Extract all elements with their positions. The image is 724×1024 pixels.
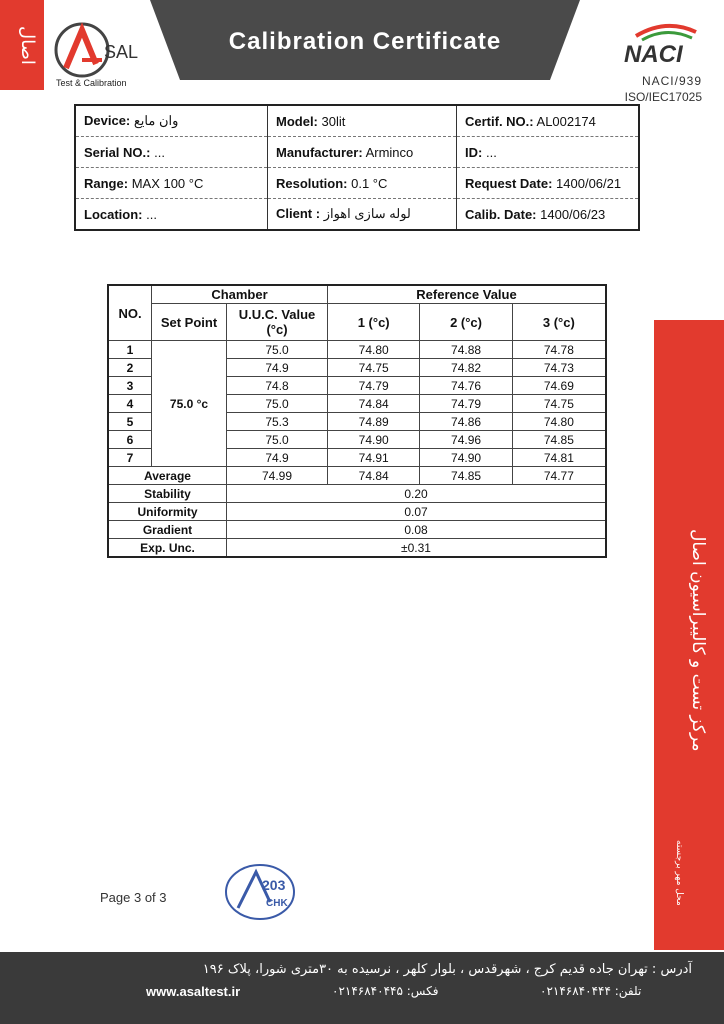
manufacturer-cell: Manufacturer: Arminco: [268, 137, 457, 168]
uniformity-row: Uniformity 0.07: [108, 503, 606, 521]
chk-stamp: [222, 862, 298, 922]
request-date-cell: Request Date: 1400/06/21: [457, 168, 640, 199]
stamp-number: 203: [262, 877, 286, 893]
col-uuc: U.U.C. Value (°c): [227, 304, 328, 341]
col-chamber: Chamber: [152, 285, 328, 304]
asal-logo: [52, 20, 142, 90]
footer-phone: تلفن: ۰۲۱۴۶۸۴۰۴۴۴: [540, 984, 642, 998]
col-ref-3: 3 (°c): [512, 304, 606, 341]
footer-address: آدرس : تهران جاده قدیم کرج ، شهرقدس ، بلوار کلهر ، نرسیده به ۳۰متری شورا، پلاک ۱۹۶: [202, 962, 692, 977]
calib-date-cell: Calib. Date: 1400/06/23: [465, 206, 606, 222]
table-row: 2 74.9 74.75 74.82 74.73: [108, 359, 606, 377]
table-row: 5 75.3 74.89 74.86 74.80: [108, 413, 606, 431]
table-row: 6 75.0 74.90 74.96 74.85: [108, 431, 606, 449]
table-row: 4 75.0 74.84 74.79 74.75: [108, 395, 606, 413]
col-reference: Reference Value: [328, 285, 607, 304]
page-number: Page 3 of 3: [100, 890, 167, 905]
footer-fax: فکس: ۰۲۱۴۶۸۴۰۴۴۵: [332, 984, 439, 998]
set-point-value: 75.0 °c: [152, 341, 227, 467]
naci-logo-icon: [596, 18, 706, 74]
location-cell: Location: ...: [75, 199, 268, 231]
serial-cell: Serial NO.: ...: [75, 137, 268, 168]
range-cell: Range: MAX 100 °C: [75, 168, 268, 199]
stability-row: Stability 0.20: [108, 485, 606, 503]
col-ref-2: 2 (°c): [420, 304, 512, 341]
device-info-table: [74, 104, 640, 231]
id-cell: ID: ...: [457, 137, 640, 168]
client-cell: Client : لوله سازی اهواز: [268, 199, 457, 231]
title-banner: [150, 0, 580, 80]
left-brand-strip: [0, 0, 44, 90]
table-row: 1 75.0 °c 75.0 74.80 74.88 74.78: [108, 341, 606, 359]
naci-code: NACI/939: [641, 74, 702, 88]
exp-unc-row: Exp. Unc. ±0.31: [108, 539, 606, 558]
naci-accreditation: [596, 18, 712, 110]
certificate-title: Calibration Certificate: [228, 28, 502, 55]
brand-name-fa: اصال: [17, 25, 38, 65]
naci-name: NACI: [624, 41, 683, 68]
seal-location-text: محل مهر برجسته: [674, 840, 684, 906]
table-row: 7 74.9 74.91 74.90 74.81: [108, 449, 606, 467]
logo-subtitle: Test & Calibration: [56, 78, 127, 88]
resolution-cell: Resolution: 0.1 °C: [268, 168, 457, 199]
right-brand-band: [654, 320, 724, 950]
stamp-icon: [222, 862, 298, 922]
footer: [0, 952, 724, 1024]
average-row: Average 74.99 74.84 74.85 74.77: [108, 467, 606, 485]
logo-text: SAL: [104, 42, 139, 62]
footer-website[interactable]: www.asaltest.ir: [146, 984, 241, 999]
asal-logo-icon: [52, 20, 142, 78]
iso-standard: ISO/IEC17025: [624, 90, 702, 104]
gradient-row: Gradient 0.08: [108, 521, 606, 539]
calibration-results-table: [107, 284, 607, 558]
table-row: 3 74.8 74.79 74.76 74.69: [108, 377, 606, 395]
certif-cell: Certif. NO.: AL002174: [457, 105, 640, 137]
col-ref-1: 1 (°c): [328, 304, 420, 341]
col-set-point: Set Point: [152, 304, 227, 341]
model-cell: Model: 30lit: [268, 105, 457, 137]
device-cell: Device: وان مایع: [75, 105, 268, 137]
side-brand-text: مرکز تست و کالیبراسیون اصال: [688, 528, 708, 752]
stamp-text: CHK: [266, 898, 288, 909]
col-no: NO.: [108, 285, 152, 341]
